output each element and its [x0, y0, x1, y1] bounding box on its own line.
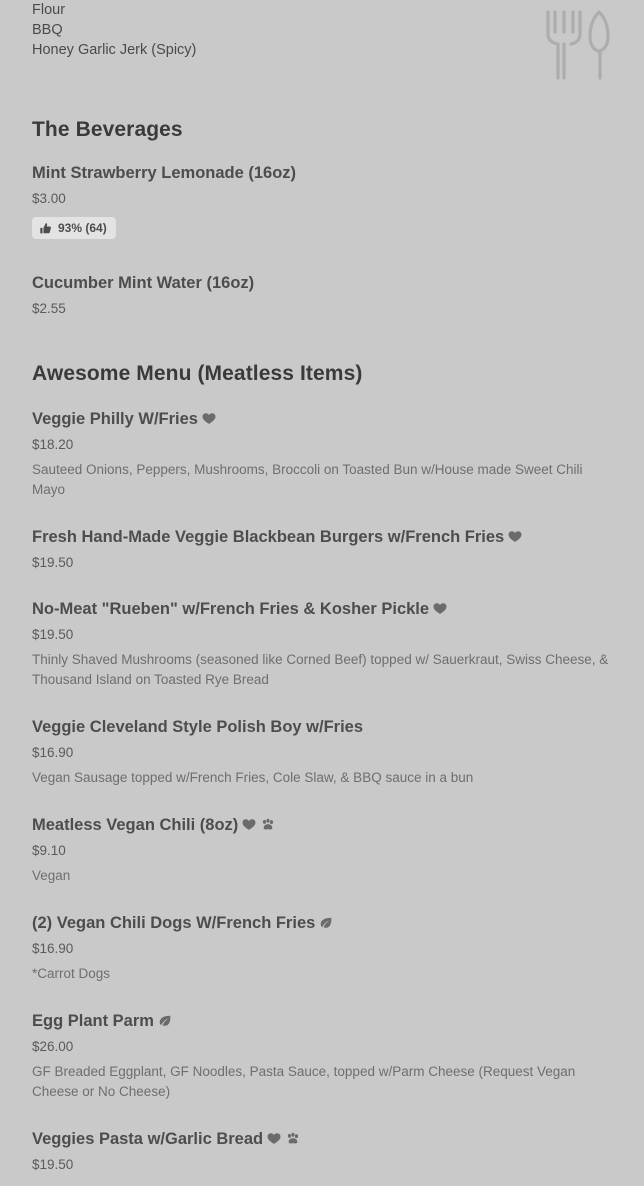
list-item: Flour: [32, 2, 66, 18]
heart-icon: [242, 818, 256, 831]
menu-item: [32, 1128, 612, 1174]
menu-item-price: $18.20: [32, 436, 74, 452]
menu-item: [32, 162, 612, 240]
menu-item-name: Egg Plant Parm: [32, 1010, 612, 1032]
heart-icon: [508, 530, 522, 543]
menu-item-price: $19.50: [32, 1156, 74, 1172]
item-badges: [202, 412, 216, 425]
heart-icon: [202, 412, 216, 425]
menu-item-price: $9.10: [32, 842, 66, 858]
heart-icon: [267, 1132, 281, 1145]
leaf-icon: [319, 916, 333, 929]
menu-item-description: GF Breaded Eggplant, GF Noodles, Pasta Sauce, topped w/Parm Cheese (Request Vegan Cheese or No Cheese): [32, 1063, 576, 1099]
item-badges: [433, 602, 447, 615]
heart-icon: [433, 602, 447, 615]
section-title-beverages: The Beverages: [32, 118, 183, 141]
item-badges: [267, 1132, 300, 1145]
menu-item: [32, 912, 612, 984]
menu-item-description: Vegan: [32, 867, 71, 883]
menu-item-price: $16.90: [32, 940, 74, 956]
item-badges: [319, 916, 333, 929]
menu-item-name: Fresh Hand-Made Veggie Blackbean Burgers w/French Fries: [32, 526, 612, 548]
menu-item-price: $19.50: [32, 626, 74, 642]
paw-icon: [286, 1132, 300, 1145]
menu-item-name: Veggie Cleveland Style Polish Boy w/Fries: [32, 717, 364, 736]
menu-item-name: Veggies Pasta w/Garlic Bread: [32, 1128, 612, 1150]
menu-item-price: $2.55: [32, 300, 66, 316]
rating-badge: [32, 217, 116, 239]
paw-icon: [261, 818, 275, 831]
menu-item-name: No-Meat "Rueben" w/French Fries & Kosher Pickle: [32, 598, 612, 620]
rating-text: 93% (64): [58, 221, 107, 235]
menu-item-price: $3.00: [32, 191, 66, 206]
menu-item: [32, 526, 612, 572]
item-badges: [242, 818, 275, 831]
list-item: BBQ: [32, 22, 63, 38]
menu-item-name: Veggie Philly W/Fries: [32, 408, 612, 430]
menu-item-description: Vegan Sausage topped w/French Fries, Cole Slaw, & BBQ sauce in a bun: [32, 769, 474, 785]
leaf-icon: [158, 1014, 172, 1027]
menu-item-description: *Carrot Dogs: [32, 965, 111, 981]
menu-item: [32, 716, 612, 788]
item-badges: [508, 530, 522, 543]
menu-item-name: Mint Strawberry Lemonade (16oz): [32, 164, 297, 182]
menu-item-description: Sauteed Onions, Peppers, Mushrooms, Broccoli on Toasted Bun w/House made Sweet Chili Mayo: [32, 461, 583, 497]
menu-item-description: Thinly Shaved Mushrooms (seasoned like Corned Beef) topped w/ Sauerkraut, Swiss Cheese, & Thousand Island on Toasted Rye Bread: [32, 651, 609, 687]
menu-item-name: (2) Vegan Chili Dogs W/French Fries: [32, 912, 612, 934]
menu-item: [32, 408, 612, 500]
menu-item: [32, 598, 612, 690]
list-item: Honey Garlic Jerk (Spicy): [32, 42, 197, 58]
menu-item-price: $26.00: [32, 1038, 74, 1054]
item-badges: [158, 1014, 172, 1027]
thumbs-up-icon: [39, 222, 52, 235]
section-title-meatless: Awesome Menu (Meatless Items): [32, 361, 363, 385]
menu-item: [32, 1010, 612, 1102]
menu-item: [32, 814, 612, 886]
menu-item-name: Cucumber Mint Water (16oz): [32, 273, 255, 292]
menu-item-price: $19.50: [32, 554, 74, 570]
menu-item-name: Meatless Vegan Chili (8oz): [32, 814, 612, 836]
previous-item-options: [32, 0, 612, 60]
menu-item-price: $16.90: [32, 744, 74, 760]
menu-item: [32, 272, 612, 318]
